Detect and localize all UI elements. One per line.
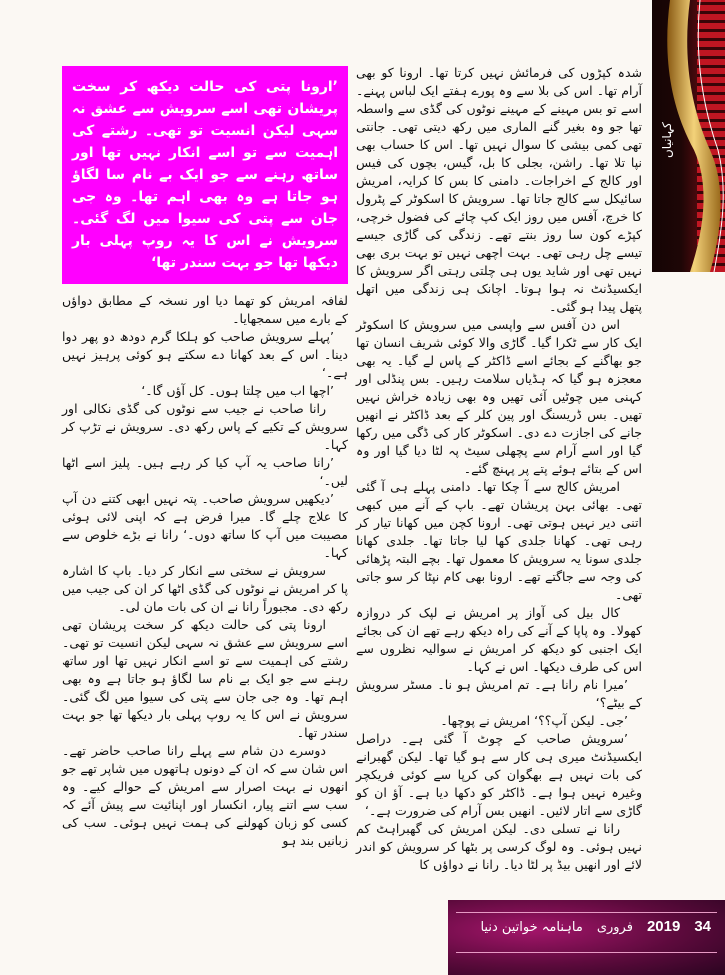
paragraph: اس دن آفس سے واپسی میں سرویش کا اسکوٹر ایک کار سے ٹکرا گیا۔ گاڑی والا کوئی شریف انسان تھا جو بھاگنے کے بجائے اسے ڈاکٹر کے پاس لے گیا۔ یہ بھی معجزہ ہو گیا کہ ہڈیاں سلامت رہیں۔ بس پنڈلی اور کہنی میں چوٹیں آئی تھیں وہ بھی زیادہ خراش نہیں تھیں۔ بس ڈریسنگ اور پین کلر کے بعد ڈاکٹر نے انھیں جانے کی اجازت دے دی۔ اسکوٹر کار کی ڈگی میں رکھا گیا اور اسے آرام سے پچھلی سیٹ پہ لٹا دیا گیا اور وہ اس کے بتائے ہوئے پتے پر پہنچ گئے۔ xyxy=(356,317,642,476)
footer-rule xyxy=(456,952,717,953)
paragraph: ارونا پتی کی حالت دیکھ کر سخت پریشان تھی اسے سرویش سے عشق نہ سہی لیکن انسیت تو تھی۔ رشتے کی اہمیت سے تو اسے انکار نہیں تھا اور ساتھ رہنے سے جو ایک بے نام سا لگاؤ ہو جاتا ہے وہ بھی اہم تھا۔ وہ جی جان سے پتی کی سیوا میں لگ گئی۔ سرویش نے اس کا یہ روپ پہلی بار دیکھا تھا جو بہت سندر تھا۔ xyxy=(62,617,348,740)
paragraph: دوسرے دن شام سے پہلے رانا صاحب حاضر تھے۔ اس شان سے کہ ان کے دونوں ہاتھوں میں شاپر تھے جو انھوں نے بہت اصرار سے امریش کے حوالے کیے۔ وہ سب سے اتنے پیار، انکسار اور اپنائیت سے پیش آئے کہ کسی کو زبان کھولنے کی ہمت نہیں ہوئی۔ سب کی زبانیں بند ہو xyxy=(62,743,348,848)
section-label: کہانیاں xyxy=(660,122,674,158)
dialogue-paragraph: ’رانا صاحب یہ آپ کیا کر رہے ہیں۔ پلیز اسے اٹھا لیں۔‘ xyxy=(62,455,348,488)
left-text-column xyxy=(62,292,348,850)
dialogue-paragraph: ’جی۔ لیکن آپ؟؟‘ امریش نے پوچھا۔ xyxy=(440,713,628,728)
dialogue-paragraph: ’پہلے سرویش صاحب کو ہلکا گرم دودھ دو پھر دوا دینا۔ اس کے بعد کھانا دے سکتے ہو کوئی پرہیز نہیں ہے۔‘ xyxy=(62,329,348,380)
dialogue-paragraph: ’سرویش صاحب کے چوٹ آ گئی ہے۔ دراصل ایکسیڈنٹ میری ہی کار سے ہو گیا تھا۔ لیکن گھبرانے کی بات نہیں ہے بھگوان کی کرپا سے کوئی فریکچر وغیرہ نہیں ہوا ہے۔ ڈاکٹر کو دکھا دیا ہے۔ آؤ ان کو گاڑی سے اتار لائیں۔ انھیں بس آرام کی ضرورت ہے۔‘ xyxy=(356,731,642,818)
paragraph: رانا نے تسلی دی۔ لیکن امریش کی گھبراہٹ کم نہیں ہوئی۔ وہ لوگ کرسی پر بٹھا کر سرویش کو اندر لائے اور انھیں بیڈ پر لٹا دیا۔ رانا نے دواؤں کا xyxy=(356,821,642,872)
paragraph: رانا صاحب نے جیب سے نوٹوں کی گڈی نکالی اور سرویش کے تکیے کے پاس رکھ دی۔ سرویش نے تڑپ کر کہا۔ xyxy=(62,401,348,452)
issue-year: 2019 xyxy=(646,918,681,935)
dialogue-paragraph: ’اچھا اب میں چلتا ہوں۔ کل آؤں گا۔‘ xyxy=(141,383,334,398)
paragraph: امریش کالج سے آ چکا تھا۔ دامنی پہلے ہی آ گئی تھی۔ بھائی بہن پریشان تھے۔ باپ کے آنے میں کبھی اتنی دیر نہیں ہوتی تھی۔ ارونا کچن میں کھانا تیار کر رہی تھی۔ کھانا جلدی کھا لیا جاتا تھا۔ جلدی کھانا جلدی سونا یہ سرویش کا معمول تھا۔ بچے البتہ پڑھائی کی وجہ سے جاگتے تھے۔ ارونا بھی کام نپٹا کر سو جاتی تھی۔ xyxy=(356,479,642,602)
page-number: 34 xyxy=(694,918,711,935)
dialogue-paragraph: ’دیکھیں سرویش صاحب۔ پتہ نہیں ابھی کتنے دن آپ کا علاج چلے گا۔ میرا فرض ہے کہ اپنی لائی ہوئی مصیبت میں آپ کا ساتھ دوں۔‘ رانا نے بڑے خلوص سے کہا۔ xyxy=(62,491,348,560)
footer-rule xyxy=(456,912,717,913)
right-text-column xyxy=(356,64,642,874)
paragraph: لفافہ امریش کو تھما دیا اور نسخہ کے مطابق دواؤں کے بارے میں سمجھایا۔ xyxy=(62,293,348,326)
paragraph: کال بیل کی آواز پر امریش نے لپک کر دروازہ کھولا۔ وہ پاپا کے آنے کی راہ دیکھ رہے تھے ان کی بجائے ایک اجنبی کو دیکھ کر امریش نے سوالیہ نظروں سے اس کی طرف دیکھا۔ اس نے کہا۔ xyxy=(356,605,642,674)
paragraph: سرویش نے سختی سے انکار کر دیا۔ باپ کا اشارہ پا کر امریش نے نوٹوں کی گڈی اٹھا کر ان کی جیب میں رکھ دی۔ مجبوراً رانا نے ان کی بات مان لی۔ xyxy=(62,563,348,614)
pull-quote: ’ارونا پتی کی حالت دیکھ کر سخت پریشان تھی اسے سرویش سے عشق نہ سہی لیکن انسیت تو تھی۔ رشتے کی اہمیت سے تو اسے انکار نہیں تھا اور ساتھ رہنے سے جو ایک بے نام سا لگاؤ ہو جاتا ہے وہ بھی اہم تھا۔ وہ جی جان سے پتی کی سیوا میں لگ گئی۔ سرویش نے اس کا یہ روپ پہلی بار دیکھا تھا جو بہت سندر تھا‘ xyxy=(62,66,348,284)
dialogue-paragraph: ’میرا نام رانا ہے۔ تم امریش ہو نا۔ مسٹر سرویش کے بیٹے؟‘ xyxy=(356,677,642,710)
paragraph: شدہ کپڑوں کی فرمائش نہیں کرتا تھا۔ ارونا کو بھی آرام تھا۔ اس کی بلا سے وہ پورے ہفتے ایک لباس پہنے۔ اسے تو بس مہینے کے مہینے نوٹوں کی گڈی سے واسطہ تھا جو وہ بغیر گنے الماری میں رکھ دیتی تھی۔ جانتی تھی کمی بیشی کا سوال نہیں تھا۔ اس کا حساب بھی نپا تلا تھا۔ راشن، بجلی کا بل، گیس، بچوں کی فیس اور کالج کے اخراجات۔ دامنی کا بس کا کرایہ، امریش سائیکل سے کالج جاتا تھا۔ سرویش کا اسکوٹر کے پٹرول کا خرچ، آفس میں روز ایک کپ چائے کی فضول خرچی، کپڑے کون سا روز بنتے تھے۔ زندگی کی گاڑی جیسے تیسے چل رہی تھی۔ بہت اچھی نہیں تو بہت بری بھی نہیں تھی اور شاید یوں ہی چلتی رہتی اگر سرویش کا ایکسیڈنٹ نہ ہوا ہوتا۔ اچانک ہی زندگی میں اتھل پتھل پیدا ہو گئی۔ xyxy=(356,65,642,314)
footer-text xyxy=(480,918,711,935)
magazine-name: ماہنامہ خواتین دنیا xyxy=(480,920,583,935)
issue-month: فروری xyxy=(596,920,633,935)
section-banner xyxy=(652,0,725,272)
left-column-wrapper xyxy=(62,66,348,850)
page-footer xyxy=(448,900,725,975)
